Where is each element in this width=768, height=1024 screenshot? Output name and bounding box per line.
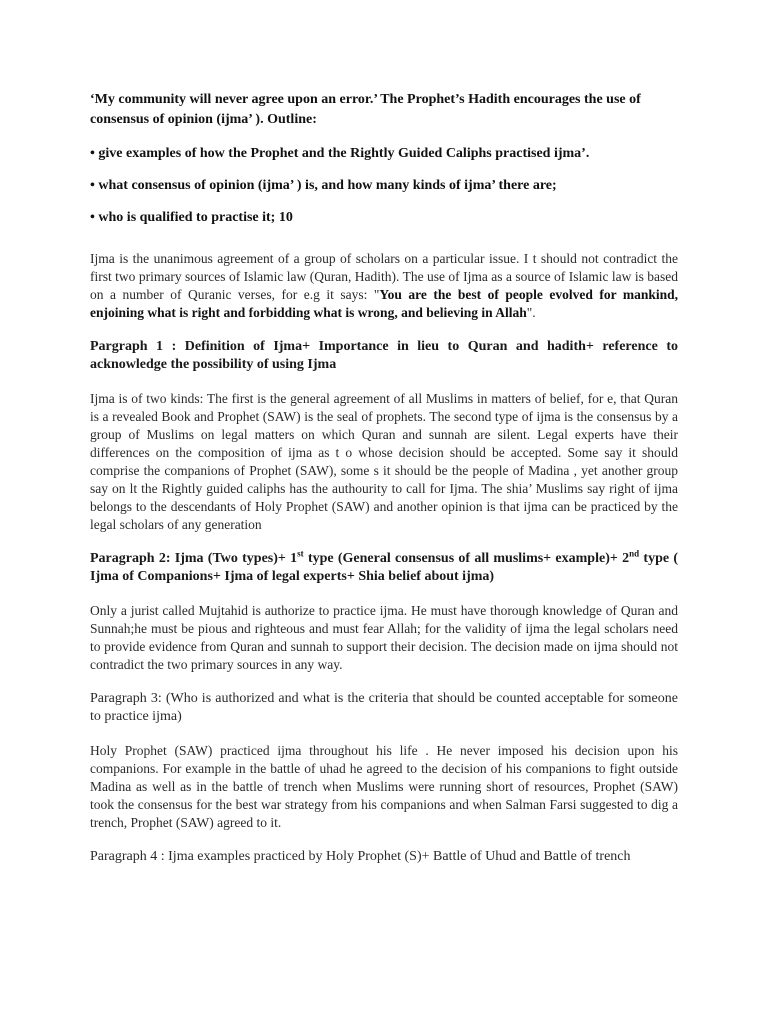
intro-paragraph (90, 250, 678, 322)
heading-2-part-2: type (General consensus of all muslims+ example)+ 2 (303, 551, 630, 566)
paragraph-2-heading (90, 550, 678, 586)
bullet-qualification: • who is qualified to practise it; 10 (90, 210, 293, 225)
paragraph-4-heading: Paragraph 4 : Ijma examples practiced by Holy Prophet (S)+ Battle of Uhud and Battle of trench (90, 849, 631, 864)
prophet-examples-paragraph: Holy Prophet (SAW) practiced ijma throughout his life . He never imposed his decision upon his companions. For example in the battle of uhad he agreed to the decision of his companions to fight outside Madina as well as in the battle of trench when Muslims were running short of resources, Prophet (SAW) took the consensus for the best war strategy from his companions and when Salman Farsi suggested to dig a trench, Prophet (SAW) agreed to it. (90, 743, 678, 830)
kinds-of-ijma-paragraph: Ijma is of two kinds: The first is the general agreement of all Muslims in matters of belief, for e, that Quran is a revealed Book and Prophet (SAW) is the seal of prophets. The second type of ijma is the consensus by a group of Muslims on legal matters on which Quran and sunnah are silent. Legal experts have their differences on the composition of ijma as t o whose decision should be accepted. Some say it should comprise the companions of Prophet (SAW), some s it should be the people of Madina , yet another group say on lt the Rightly guided caliphs has the authourity to call for Ijma. The shia’ Muslims say right of ijma belongs to the descendants of Holy Prophet (SAW) and another opinion is that ijma can be practiced by the legal scholars of any generation (90, 391, 678, 532)
bullet-definition: • what consensus of opinion (ijma’ ) is, and how many kinds of ijma’ there are; (90, 178, 557, 193)
heading-2-sup-2: nd (629, 548, 640, 559)
mujtahid-paragraph: Only a jurist called Mujtahid is authorize to practice ijma. He must have thorough knowledge of Quran and Sunnah;he must be pious and righteous and must fear Allah; for the validity of ijma the legal scholars need to provide evidence from Quran and sunnah to support their decision. The decision made on ijma should not contradict the two primary sources in any way. (90, 603, 678, 672)
heading-2-part-3: type ( Ijma of Companions+ Ijma of legal experts+ Shia belief about ijma) (90, 551, 679, 584)
bullet-examples: • give examples of how the Prophet and the Rightly Guided Caliphs practised ijma’. (90, 146, 590, 161)
quranic-quote: You are the best of people evolved for mankind, enjoining what is right and forbidding what is wrong, and believing in Allah (90, 287, 679, 320)
intro-end: ". (526, 305, 536, 320)
paragraph-1-heading: Pargraph 1 : Definition of Ijma+ Importance in lieu to Quran and hadith+ reference to acknowledge the possibility of using Ijma (90, 339, 678, 372)
question-prompt: ‘My community will never agree upon an error.’ The Prophet’s Hadith encourages the use of consensus of opinion (ijma’ ). Outline: (90, 92, 641, 127)
heading-2-part-1: Paragraph 2: Ijma (Two types)+ 1 (90, 551, 298, 566)
heading-2-sup-1: st (297, 548, 304, 559)
paragraph-3-heading: Paragraph 3: (Who is authorized and what is the criteria that should be counted acceptable for someone to practice ijma) (90, 691, 678, 724)
intro-text: Ijma is the unanimous agreement of a group of scholars on a particular issue. I t should not contradict the first two primary sources of Islamic law (Quran, Hadith). The use of Ijma as a source of Islamic law is based on a number of Quranic verses, for e.g it says: " (90, 251, 678, 302)
document-page (90, 90, 678, 882)
